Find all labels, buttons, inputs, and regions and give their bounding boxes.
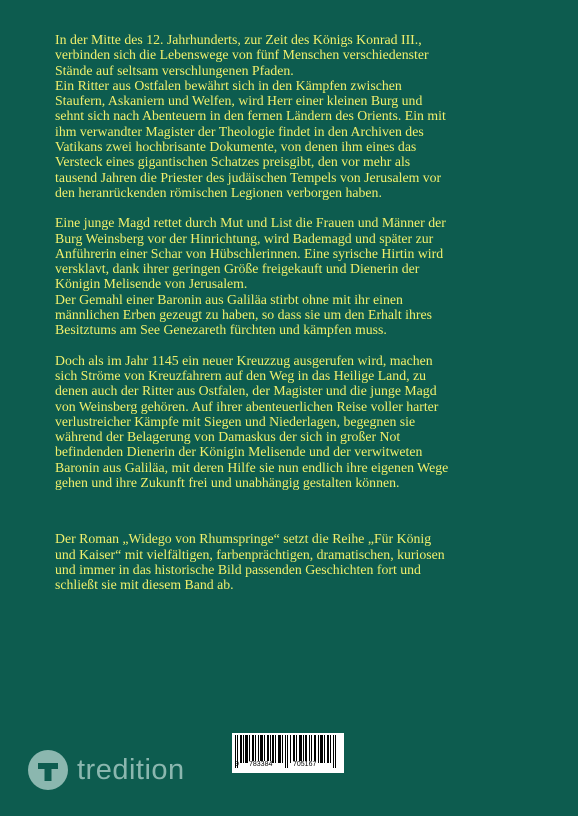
back-cover-blurb (55, 32, 525, 593)
blurb-paragraph-2: Eine junge Magd rettet durch Mut und List die Frauen und Männer der Burg Weinsberg vor der Hinrichtung, wird Bademagd und später zur Anführerin einer Schar von Hübschlerinnen. Eine syrische Hirtin wird versklavt, dank ihrer geringen Größe freigekauft und Dienerin der Königin Melisende von Jerusalem. Der Gemahl einer Baronin aus Galiläa stirbt ohne mit ihr einen männlichen Erben gezeugt zu haben, so dass sie um den Erhalt ihres Besitztums am See Genezareth fürchten und kämpfen muss. (55, 215, 446, 338)
barcode-first-digit: 9 (235, 761, 239, 768)
blurb-paragraph-3: Doch als im Jahr 1145 ein neuer Kreuzzug ausgerufen wird, machen sich Ströme von Kreuzfahrern auf den Weg in das Heilige Land, zu denen auch der Ritter aus Ostfalen, der Magister und die junge Magd von Weinsberg gehören. Auf ihrer abenteuerlichen Reise voller harter verlustreicher Kämpfe mit Siegen und Niederlagen, begegnen sie während der Belagerung von Damaskus der sich in großer Not befindenden Dienerin der Königin Melisende und der verwitweten Baronin aus Galiläa, mit deren Hilfe sie nun endlich ihre eigenen Wege gehen und ihre Zukunft frei und unabhängig gestalten können. (55, 352, 449, 491)
blurb-paragraph-4: Der Roman „Widego von Rhumspringe“ setzt die Reihe „Für König und Kaiser“ mit vielfältigen, farbenprächtigen, dramatischen, kuriosen und immer in das historische Bild passenden Geschichten fort und schließt sie mit diesem Band ab. (55, 531, 445, 593)
barcode-right-digits: 705167 (293, 761, 317, 768)
publisher-logo (28, 748, 185, 792)
barcode-left-digits: 783384 (249, 761, 273, 768)
tredition-logo-icon (28, 750, 68, 790)
paragraph-gap (55, 338, 525, 353)
paragraph-gap (55, 490, 525, 531)
paragraph-gap (55, 200, 525, 215)
publisher-name: tredition (77, 753, 185, 786)
isbn-barcode (232, 733, 344, 773)
blurb-paragraph-1: In der Mitte des 12. Jahrhunderts, zur Zeit des Königs Konrad III., verbinden sich die Lebenswege von fünf Menschen verschiedenster Stände auf seltsam verschlungenen Pfaden. Ein Ritter aus Ostfalen bewährt sich in den Kämpfen zwischen Staufern, Askaniern und Welfen, wird Herr einer kleinen Burg und sehnt sich nach Abenteuern in den fernen Ländern des Orients. Ein mit ihm verwandter Magister der Theologie findet in den Archiven des Vatikans zwei hochbrisante Dokumente, von denen ihm eines das Versteck eines gigantischen Schatzes preisgibt, den vor mehr als tausend Jahren die Priester des judäischen Tempels von Jerusalem vor den heranrückenden römischen Legionen verborgen haben. (55, 32, 446, 200)
